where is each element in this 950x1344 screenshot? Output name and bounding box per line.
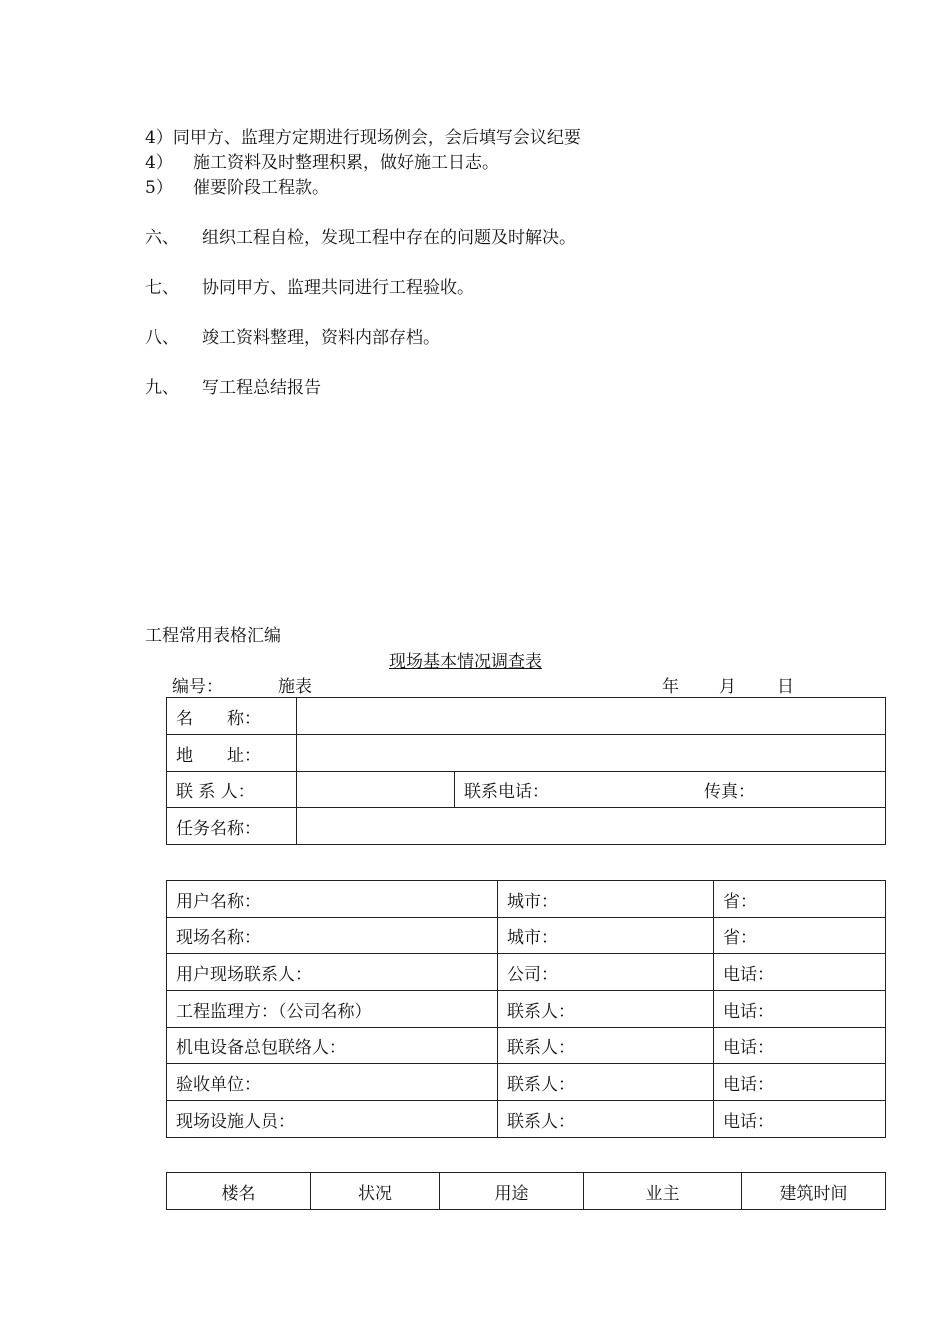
table-cell[interactable]: 电话：: [714, 1101, 886, 1138]
table-cell[interactable]: 用户现场联系人：: [167, 954, 498, 991]
table-cell[interactable]: 验收单位：: [167, 1064, 498, 1101]
task-value-cell[interactable]: [297, 808, 886, 845]
table-cell[interactable]: 电话：: [714, 1064, 886, 1101]
list-text: 催要阶段工程款。: [193, 178, 329, 198]
phone-fax-cell[interactable]: [455, 772, 886, 808]
list-text: 同甲方、监理方定期进行现场例会，会后填写会议纪要: [172, 128, 581, 148]
form-code: 施表: [278, 677, 312, 697]
table-cell[interactable]: 公司：: [498, 954, 714, 991]
list-number: 5）: [145, 178, 173, 198]
task-label: 任务名称：: [167, 808, 297, 845]
section-text: 协同甲方、监理共同进行工程验收。: [202, 278, 474, 298]
table-cell[interactable]: 城市：: [498, 881, 714, 918]
form-title: 现场基本情况调查表: [389, 652, 542, 672]
list-item: [145, 128, 581, 148]
table-cell[interactable]: 城市：: [498, 918, 714, 954]
date-day: 日: [777, 677, 794, 697]
forms-heading: 工程常用表格汇编: [145, 626, 281, 646]
table-header-cell: 用途: [440, 1173, 584, 1210]
buildings-table: [166, 1172, 886, 1210]
table-cell[interactable]: 电话：: [714, 991, 886, 1028]
list-number: 4）: [145, 153, 173, 173]
section-number: 七、: [145, 278, 179, 298]
fax-label: 传真：: [704, 782, 755, 802]
list-item: [145, 153, 499, 173]
section-number: 六、: [145, 228, 179, 248]
date-year: 年: [662, 677, 679, 697]
table-header-cell: 状况: [311, 1173, 440, 1210]
section-number: 九、: [145, 378, 179, 398]
table-cell[interactable]: 联系人：: [498, 991, 714, 1028]
form-number-label: 编号：: [172, 677, 223, 697]
table-cell[interactable]: 机电设备总包联络人：: [167, 1028, 498, 1064]
table-cell[interactable]: 联系人：: [498, 1064, 714, 1101]
section-text: 写工程总结报告: [202, 378, 321, 398]
section-item: [145, 228, 576, 248]
table-header-cell: 业主: [584, 1173, 742, 1210]
table-cell[interactable]: 联系人：: [498, 1028, 714, 1064]
table-header-cell: 楼名: [167, 1173, 311, 1210]
date-month: 月: [719, 677, 736, 697]
list-number: 4）: [145, 128, 173, 148]
phone-label: 联系电话：: [464, 782, 549, 802]
table-cell[interactable]: 电话：: [714, 1028, 886, 1064]
table-header-cell: 建筑时间: [742, 1173, 886, 1210]
name-value-cell[interactable]: [297, 698, 886, 735]
table-cell[interactable]: 用户名称：: [167, 881, 498, 918]
site-contacts-table: [166, 880, 886, 1138]
table-cell[interactable]: 工程监理方：（公司名称）: [167, 991, 498, 1028]
section-text: 组织工程自检，发现工程中存在的问题及时解决。: [202, 228, 576, 248]
table-cell[interactable]: 省：: [714, 918, 886, 954]
section-item: [145, 328, 440, 348]
table-cell[interactable]: 联系人：: [498, 1101, 714, 1138]
name-label: 名 称：: [167, 698, 297, 735]
address-label: 地 址：: [167, 735, 297, 772]
section-item: [145, 278, 474, 298]
section-text: 竣工资料整理，资料内部存档。: [202, 328, 440, 348]
contact-value-cell[interactable]: [297, 772, 455, 808]
address-value-cell[interactable]: [297, 735, 886, 772]
contact-label: 联 系 人：: [167, 772, 297, 808]
list-item: [145, 178, 329, 198]
table-cell[interactable]: 现场设施人员：: [167, 1101, 498, 1138]
list-text: 施工资料及时整理积累，做好施工日志。: [193, 153, 499, 173]
table-cell[interactable]: 省：: [714, 881, 886, 918]
section-number: 八、: [145, 328, 179, 348]
table-cell[interactable]: 电话：: [714, 954, 886, 991]
section-item: [145, 378, 321, 398]
basic-info-table: [166, 697, 886, 845]
table-cell[interactable]: 现场名称：: [167, 918, 498, 954]
